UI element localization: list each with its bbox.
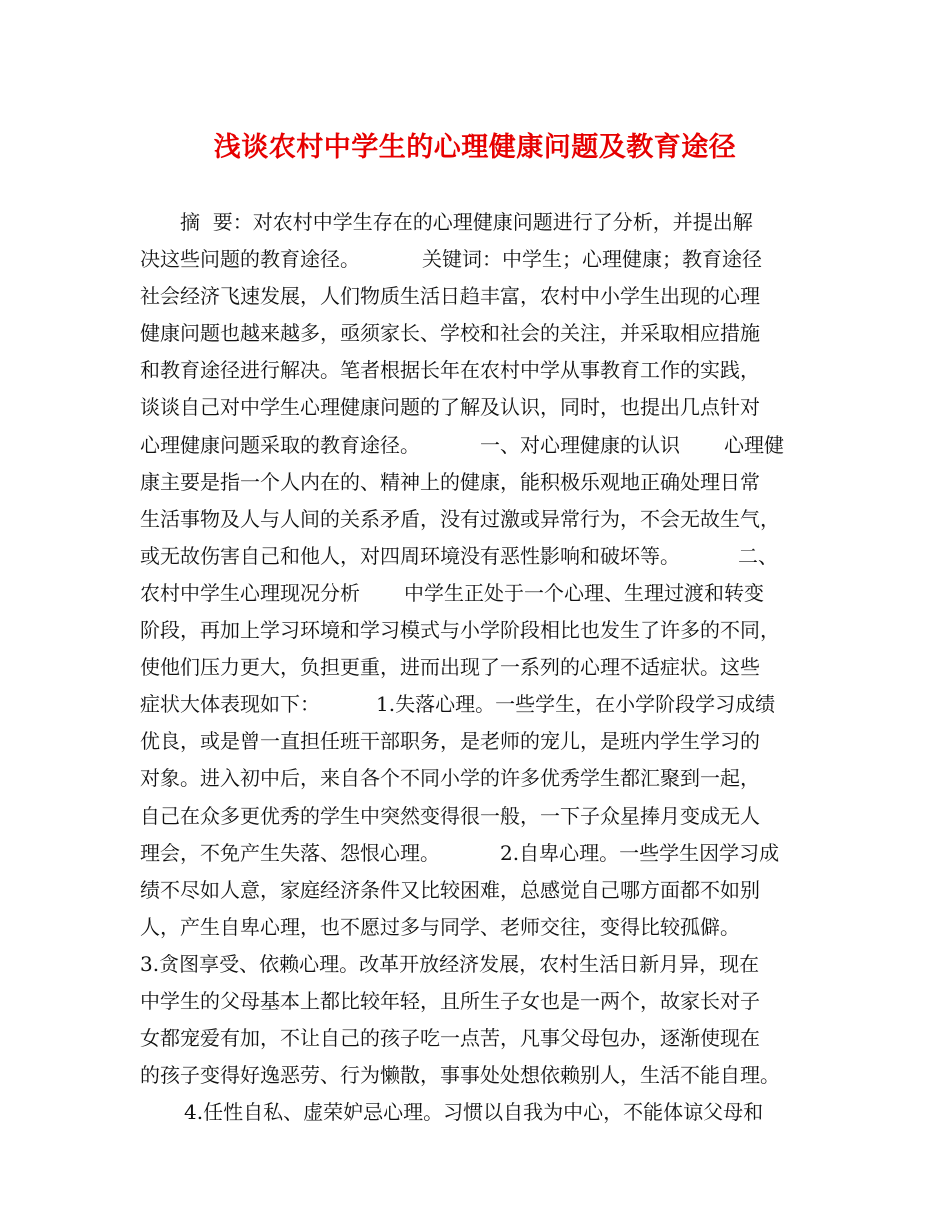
- text-line: [140, 538, 830, 575]
- document-title: 浅谈农村中学生的心理健康问题及教育途径: [213, 132, 737, 163]
- line-segment: 理会，不免产生失落、怨恨心理。: [140, 840, 440, 865]
- line-segment: 农村中学生心理现况分析: [140, 580, 360, 605]
- line-segment: 绩不尽如人意，家庭经济条件又比较困难，总感觉自己哪方面都不如别: [140, 877, 760, 902]
- line-segment: 4.任性自私、虚荣妒忌心理。习惯以自我为中心，不能体谅父母和: [184, 1100, 764, 1125]
- text-line: [140, 872, 830, 909]
- text-line: [140, 946, 830, 983]
- document-body: [140, 204, 830, 1131]
- line-segment: 一、对心理健康的认识: [480, 432, 680, 457]
- line-segment: 2.自卑心理。一些学生因学习成: [500, 840, 780, 865]
- text-line: [140, 723, 830, 760]
- line-segment: 心理健: [724, 432, 784, 457]
- text-line: [140, 649, 830, 686]
- line-segment: 心理健康问题采取的教育途径。: [140, 432, 420, 457]
- line-segment: 中学生的父母基本上都比较年轻，且所生子女也是一两个，故家长对子: [140, 988, 760, 1013]
- text-line: [140, 1020, 830, 1057]
- text-line: [140, 686, 830, 723]
- line-segment: 康主要是指一个人内在的、精神上的健康，能积极乐观地正确处理日常: [140, 469, 760, 494]
- line-segment: 优良，或是曾一直担任班干部职务，是老师的宠儿，是班内学生学习的: [140, 729, 760, 754]
- text-line: [140, 464, 830, 501]
- line-segment: 阶段，再加上学习环境和学习模式与小学阶段相比也发生了许多的不同，: [140, 618, 780, 643]
- text-line: [140, 315, 830, 352]
- text-line: [140, 983, 830, 1020]
- line-segment: 自己在众多更优秀的学生中突然变得很一般，一下子众星捧月变成无人: [140, 803, 760, 828]
- text-line: [140, 389, 830, 426]
- text-line: [140, 760, 830, 797]
- text-line: [140, 241, 830, 278]
- line-segment: 中学生正处于一个心理、生理过渡和转变: [404, 580, 764, 605]
- line-segment: 社会经济飞速发展，人们物质生活日趋丰富，农村中小学生出现的心理: [140, 284, 760, 309]
- text-line: [140, 1094, 830, 1131]
- line-segment: 谈谈自己对中学生心理健康问题的了解及认识，同时，也提出几点针对: [140, 395, 760, 420]
- line-segment: 健康问题也越来越多，亟须家长、学校和社会的关注，并采取相应措施: [140, 321, 760, 346]
- line-segment: 症状大体表现如下：: [140, 692, 320, 717]
- line-segment: 的孩子变得好逸恶劳、行为懒散，事事处处想依赖别人，生活不能自理。: [140, 1063, 780, 1088]
- line-segment: 二、: [738, 543, 778, 568]
- line-segment: 摘 要：对农村中学生存在的心理健康问题进行了分析，并提出解: [180, 210, 753, 234]
- line-segment: 1.失落心理。一些学生，在小学阶段学习成绩: [376, 692, 776, 717]
- line-segment: 女都宠爱有加，不让自己的孩子吃一点苦，凡事父母包办，逐渐使现在: [140, 1026, 760, 1051]
- text-line: [140, 501, 830, 538]
- line-segment: 关键词：中学生；心理健康；教育途径: [422, 247, 762, 272]
- text-line: [140, 427, 830, 464]
- text-line: [140, 835, 830, 872]
- text-line: [140, 1057, 830, 1094]
- text-line: [140, 575, 830, 612]
- line-segment: 决这些问题的教育途径。: [140, 247, 360, 272]
- text-line: [140, 352, 830, 389]
- line-segment: 人，产生自卑心理，也不愿过多与同学、老师交往，变得比较孤僻。: [140, 914, 740, 939]
- text-line: [140, 612, 830, 649]
- line-segment: 3.贪图享受、依赖心理。改革开放经济发展，农村生活日新月异，现在: [140, 951, 760, 976]
- text-line: [140, 909, 830, 946]
- text-line: [140, 798, 830, 835]
- line-segment: 使他们压力更大，负担更重，进而出现了一系列的心理不适症状。这些: [140, 655, 760, 680]
- text-line: [140, 278, 830, 315]
- line-segment: 生活事物及人与人间的关系矛盾，没有过激或异常行为，不会无故生气，: [140, 506, 780, 531]
- text-line: [140, 204, 830, 241]
- line-segment: 对象。进入初中后，来自各个不同小学的许多优秀学生都汇聚到一起，: [140, 766, 760, 791]
- line-segment: 和教育途径进行解决。笔者根据长年在农村中学从事教育工作的实践，: [140, 358, 760, 383]
- line-segment: 或无故伤害自己和他人，对四周环境没有恶性影响和破坏等。: [140, 543, 680, 568]
